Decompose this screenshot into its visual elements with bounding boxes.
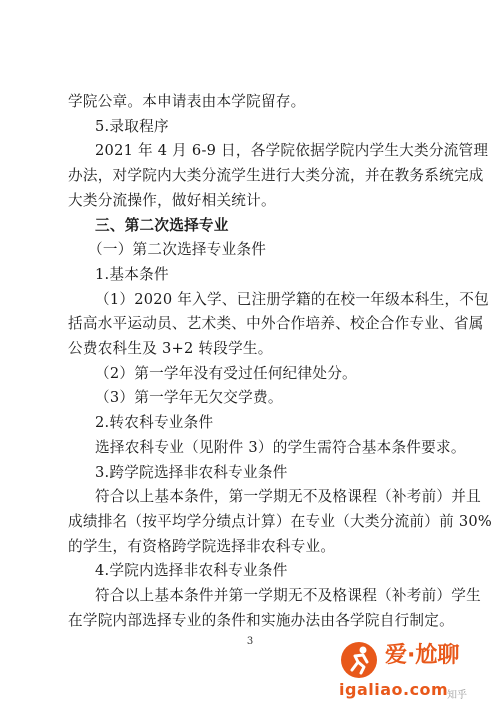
platform-label: 知乎 (447, 690, 467, 701)
watermark-title: 爱·尬聊 (385, 643, 460, 668)
text-line: 符合以上基本条件，第一学期无不及格课程（补考前）并且 (95, 488, 481, 506)
text-line: （2）第一学年没有受过任何纪律处分。 (95, 364, 357, 382)
text-line: 括高水平运动员、艺术类、中外合作培养、校企合作专业、省属 (68, 315, 484, 333)
watermark-url: igaliao.com (339, 680, 449, 699)
text-line: 大类分流操作，做好相关统计。 (68, 191, 276, 209)
text-line: 学院公章。本申请表由本学院留存。 (68, 93, 306, 110)
text-line: 符合以上基本条件并第一学期无不及格课程（补考前）学生 (95, 587, 481, 604)
text-line: 2021 年 4 月 6-9 日，各学院依据学院内学生大类分流管理 (95, 142, 489, 160)
page-number: 3 (246, 635, 254, 647)
section-heading: 1.基本条件 (95, 265, 169, 283)
text-line: 成绩排名（按平均学分绩点计算）在专业（大类分流前）前 30% (68, 512, 493, 530)
text-line: 的学生，有资格跨学院选择非农科专业。 (68, 537, 336, 555)
section-heading: （一）第二次选择专业条件 (88, 241, 267, 259)
section-heading: 三、第二次选择专业 (95, 216, 229, 234)
text-line: 公费农科生及 3+2 转段学生。 (68, 340, 273, 357)
section-heading: 5.录取程序 (95, 117, 169, 135)
text-line: 办法，对学院内大类分流学生进行大类分流，并在教务系统完成 (68, 167, 484, 185)
text-line: 选择农科专业（见附件 3）的学生需符合基本条件要求。 (95, 438, 466, 456)
text-line: （1）2020 年入学、已注册学籍的在校一年级本科生，不包 (95, 290, 489, 308)
runner-icon (339, 640, 379, 680)
section-heading: 3.跨学院选择非农科专业条件 (95, 463, 288, 481)
watermark (339, 638, 489, 704)
text-line: （3）第一学年无欠交学费。 (95, 389, 283, 407)
section-heading: 2.转农科专业条件 (95, 414, 214, 432)
text-line: 在学院内部选择专业的条件和实施办法由各学院自行制定。 (68, 611, 454, 629)
section-heading: 4.学院内选择非农科专业条件 (95, 562, 288, 580)
